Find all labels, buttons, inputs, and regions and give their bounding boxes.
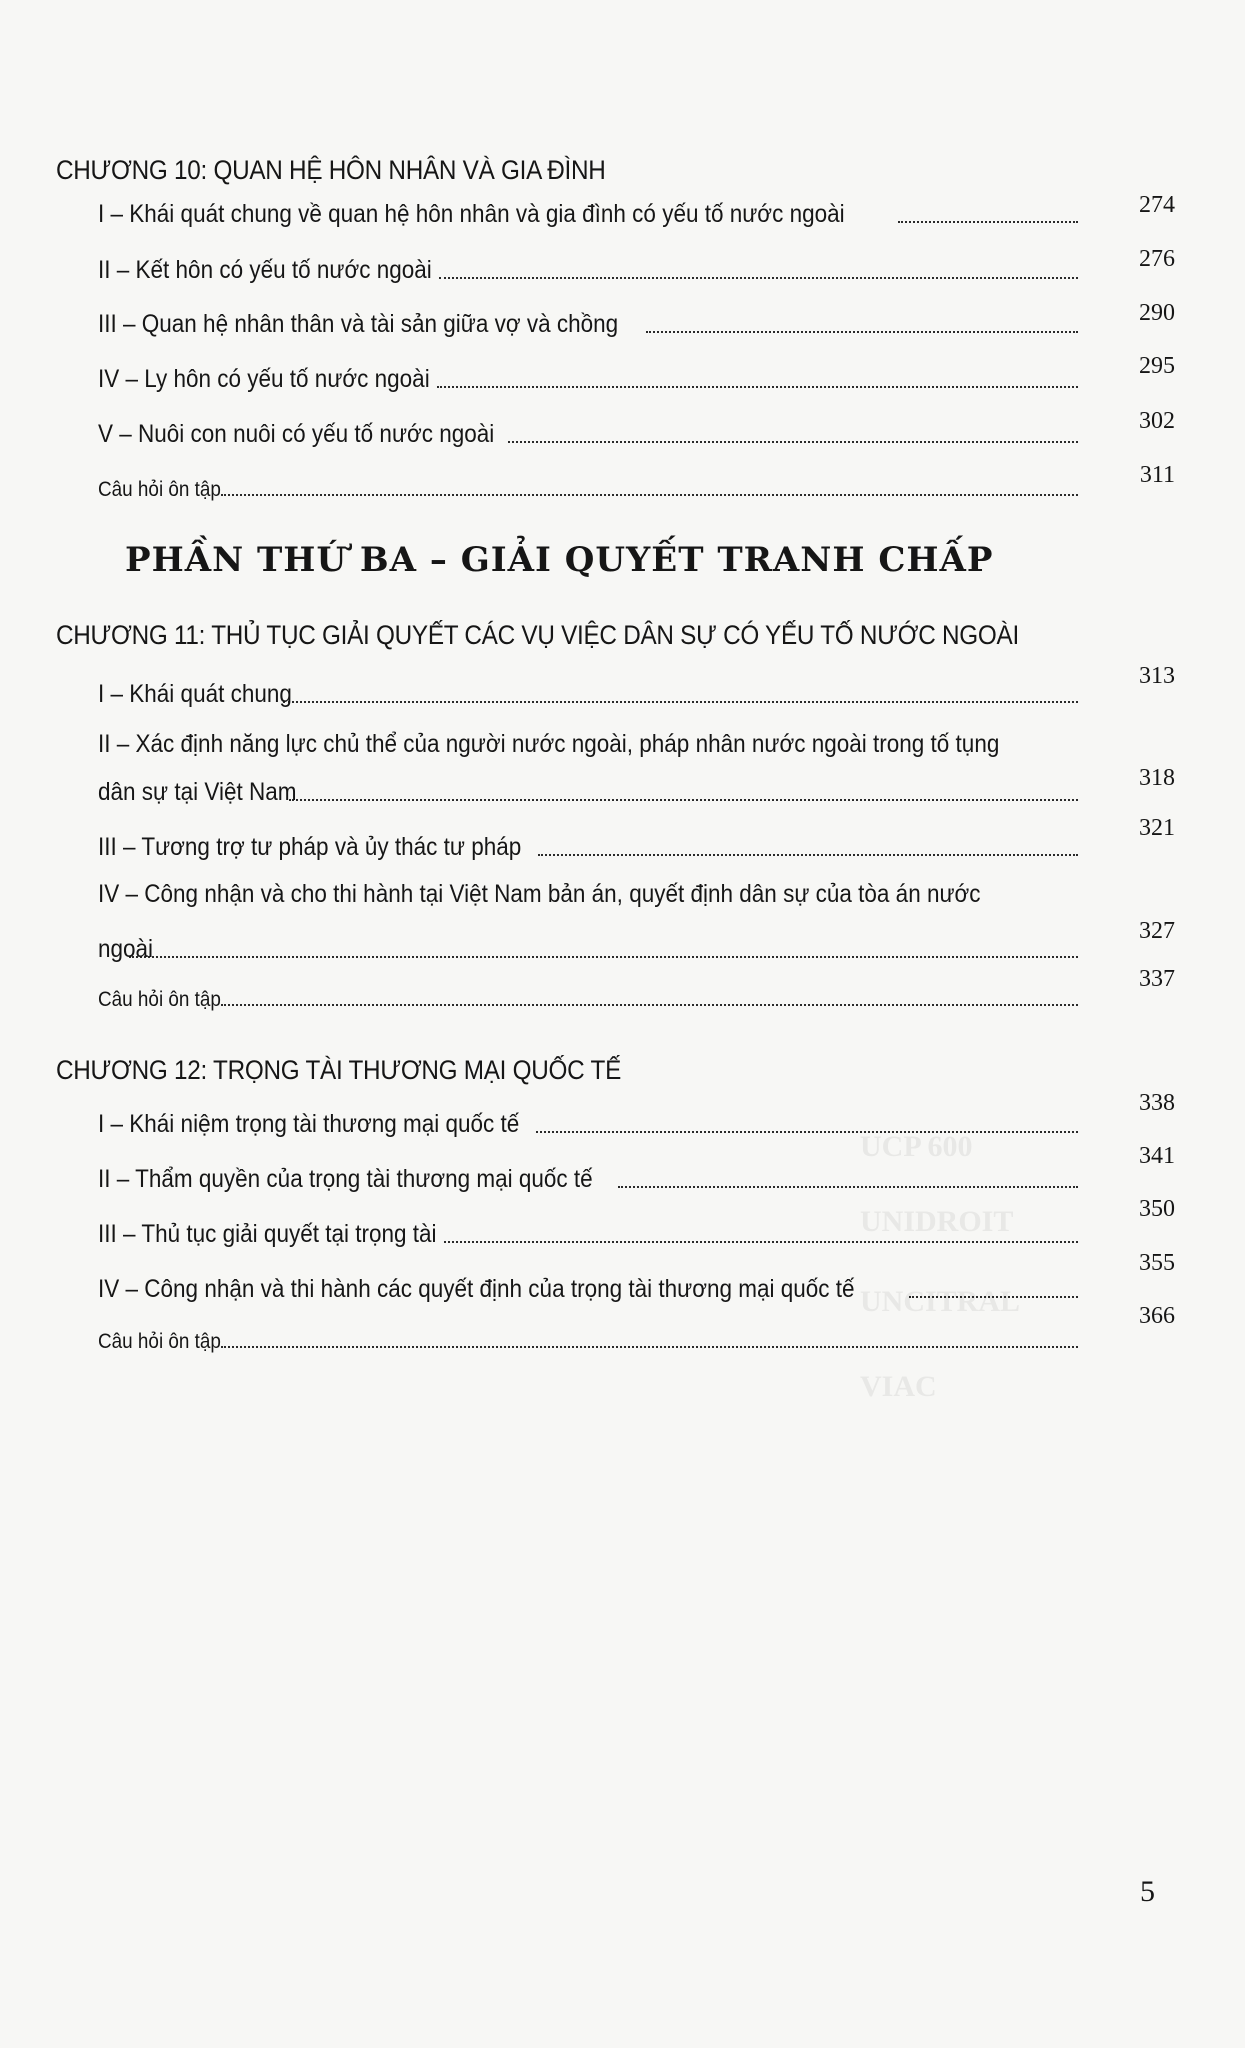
leader-dots [221,493,1078,496]
toc-page-number: 302 [1139,408,1175,434]
leader-dots [646,330,1078,333]
toc-entry [98,365,1078,394]
toc-entry [98,420,1078,449]
toc-entry-label: I – Khái quát chung [98,680,292,708]
leader-dots [898,220,1078,223]
leader-dots [909,1295,1078,1298]
toc-page-number: 327 [1139,918,1175,944]
chapter-title: CHƯƠNG 11: THỦ TỤC GIẢI QUYẾT CÁC VỤ VIỆC DÂN SỰ CÓ YẾU TỐ NƯỚC NGOÀI [56,620,1019,650]
toc-entry [98,680,1078,709]
show-through-text: UNCITRAL [860,1285,1021,1318]
toc-entry-label: II – Xác định năng lực chủ thể của người nước ngoài, pháp nhân nước ngoài trong tố tụng [98,730,1000,758]
toc-entry-label: Câu hỏi ôn tập [98,988,221,1011]
toc-entry-label: Câu hỏi ôn tập [98,478,221,501]
toc-entry-label: I – Khái quát chung về quan hệ hôn nhân và gia đình có yếu tố nước ngoài [98,200,845,228]
toc-entry-label-cont: ngoài [98,935,154,963]
toc-page-number: 313 [1139,663,1175,689]
toc-entry [98,833,1078,862]
toc-entry [98,200,1078,229]
toc-entry-label: V – Nuôi con nuôi có yếu tố nước ngoài [98,420,495,448]
toc-entry-label: II – Kết hôn có yếu tố nước ngoài [98,256,432,284]
show-through-text: VIAC [860,1370,937,1403]
toc-entry [98,778,1078,807]
page-number: 5 [1140,1875,1155,1908]
chapter-title: CHƯƠNG 12: TRỌNG TÀI THƯƠNG MẠI QUỐC TẾ [56,1055,622,1085]
leader-dots [221,1345,1078,1348]
leader-dots [444,1240,1078,1243]
leader-dots [618,1185,1078,1188]
toc-page-number: 338 [1139,1090,1175,1116]
leader-dots [289,798,1078,801]
toc-page-number: 350 [1139,1196,1175,1222]
toc-page-number: 321 [1139,815,1175,841]
toc-entry [98,988,1078,1012]
toc-entry-label: III – Thủ tục giải quyết tại trọng tài [98,1220,437,1248]
toc-entry [98,478,1078,502]
toc-page-number: 274 [1139,192,1175,218]
toc-page-number: 290 [1139,300,1175,326]
toc-entry [98,1220,1078,1249]
toc-entry [98,1165,1078,1194]
leader-dots [538,853,1078,856]
leader-dots [536,1130,1078,1133]
toc-entry [98,256,1078,285]
toc-page-number: 311 [1139,462,1175,488]
toc-page-number: 318 [1139,765,1175,791]
leader-dots [439,276,1078,279]
toc-page-number: 337 [1139,966,1175,992]
show-through-text: UCP 600 [860,1130,973,1163]
toc-entry-label: Câu hỏi ôn tập [98,1330,221,1353]
chapter-title: CHƯƠNG 10: QUAN HỆ HÔN NHÂN VÀ GIA ĐÌNH [56,155,606,185]
part-title: PHẦN THỨ BA – GIẢI QUYẾT TRANH CHẤP [125,540,994,580]
toc-entry-label: II – Thẩm quyền của trọng tài thương mại quốc tế [98,1165,593,1193]
toc-entry [98,1275,1078,1304]
toc-entry [98,935,1078,964]
toc-page-number: 276 [1139,246,1175,272]
toc-entry [98,1330,1078,1354]
toc-page-number: 355 [1139,1250,1175,1276]
leader-dots [129,955,1078,958]
toc-entry-label: III – Quan hệ nhân thân và tài sản giữa vợ và chồng [98,310,619,338]
toc-page-number: 341 [1139,1143,1175,1169]
toc-entry [98,310,1078,339]
show-through-text: UNIDROIT [860,1205,1014,1238]
leader-dots [508,440,1078,443]
leader-dots [437,385,1078,388]
leader-dots [283,700,1078,703]
toc-entry-label: IV – Ly hôn có yếu tố nước ngoài [98,365,430,393]
toc-entry-label: III – Tương trợ tư pháp và ủy thác tư pháp [98,833,522,861]
toc-entry-label: IV – Công nhận và cho thi hành tại Việt Nam bản án, quyết định dân sự của tòa án nước [98,880,981,908]
leader-dots [221,1003,1078,1006]
toc-page-number: 366 [1139,1303,1175,1329]
toc-entry-label: IV – Công nhận và thi hành các quyết định của trọng tài thương mại quốc tế [98,1275,855,1303]
toc-entry [98,1110,1078,1139]
toc-entry-label: I – Khái niệm trọng tài thương mại quốc tế [98,1110,520,1138]
toc-entry-label-cont: dân sự tại Việt Nam [98,778,297,806]
toc-page-number: 295 [1139,353,1175,379]
